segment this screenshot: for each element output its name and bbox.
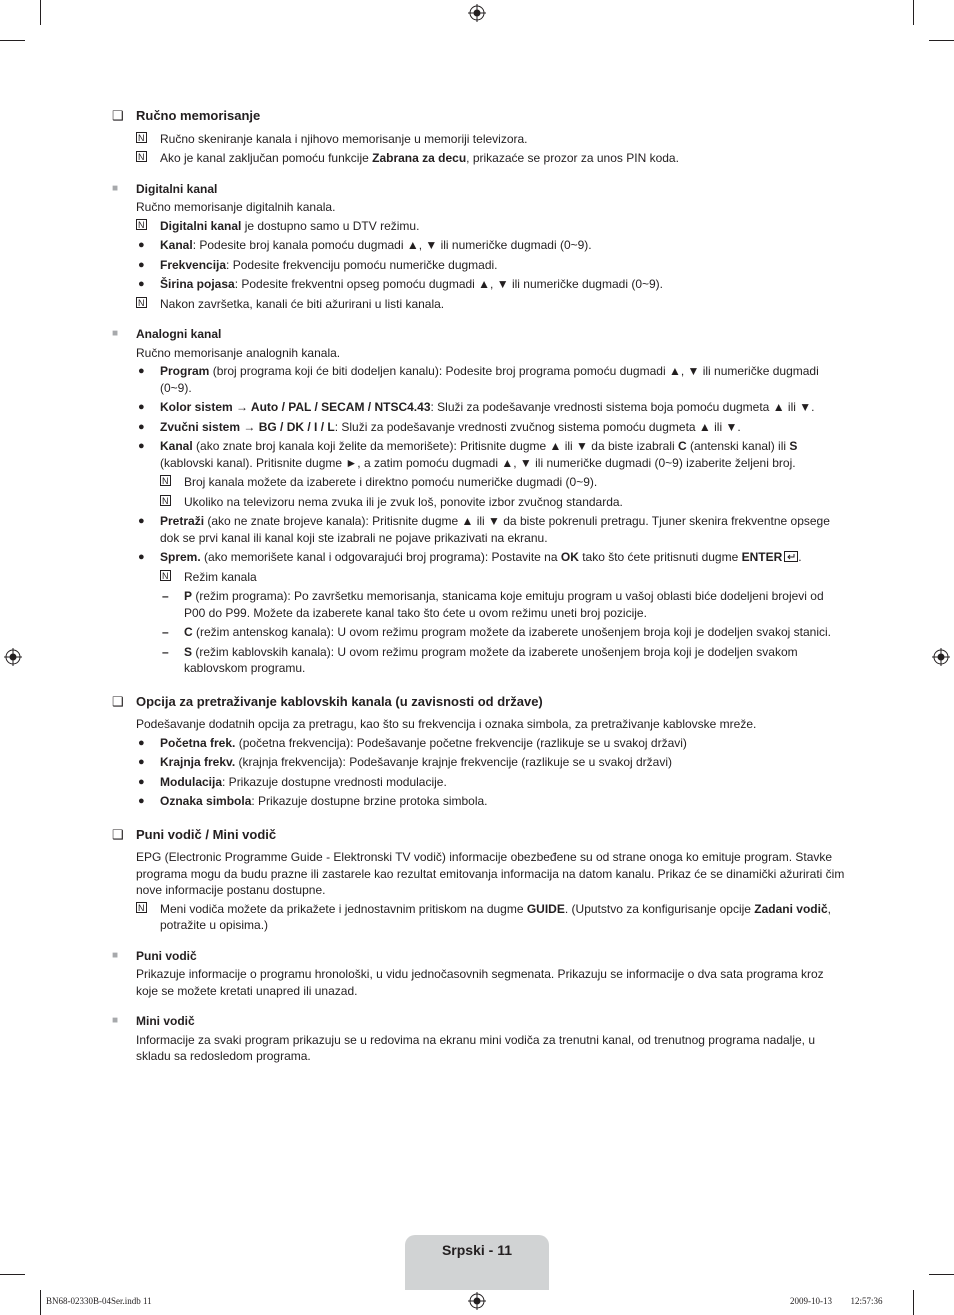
paragraph: Ručno memorisanje analognih kanala. [136, 345, 341, 360]
note-item: N Ručno skeniranje kanala i njihovo memorisanje u memoriji televizora. [138, 131, 528, 146]
paragraph: Podešavanje dodatnih opcija za pretragu, kao što su frekvencija i oznaka simbola, za pretraživanje kablovske mreže. [136, 717, 757, 731]
bullet-item: ● Modulacija: Prikazuje dostupne vrednosti modulacije. [138, 774, 447, 789]
bullet-item: ● Zvučni sistem → BG / DK / I / L: Služi za podešavanje vrednosti zvučnog sistema pomoću dugmeta ▲ ili ▼. [138, 419, 741, 434]
subsection-title-puni: ■ Puni vodič [112, 948, 197, 963]
square-bullet-icon: ■ [112, 328, 119, 339]
crop-mark [40, 0, 41, 25]
bullet-dot-icon: ● [138, 420, 145, 433]
bullet-item: ● Krajnja frekv. (krajnja frekvencija): Podešavanje krajnje frekvencije (razlikuje se u svakoj državi) [138, 755, 673, 769]
note-icon [160, 495, 171, 506]
bullet-dot-icon: ● [138, 278, 145, 290]
print-timestamp: 2009-10-13 􏰀􏰀 12:57:36 [790, 1296, 883, 1306]
note-icon [136, 219, 147, 230]
paragraph: Prikazuje informacije o programu hronološki, u vidu jednočasovnih segmenata. Prikazuju se informacije o dva sata programa kroz koje se možete kretati unapred ili unazad. [136, 967, 824, 998]
paragraph: EPG (Electronic Programme Guide - Elektronski TV vodič) informacije obezbeđene su od strane onoga ko emituje program. Stavke programa mogu da budu prazne ili zastarele kao rezultat emitovanja informacija na datom kanalu. Prikaz će se dinamički ažurirati čim nove informacije postanu dostupne. [136, 850, 845, 897]
bullet-dot-icon: ● [138, 365, 145, 377]
bullet-dot-icon: ● [138, 795, 145, 807]
registration-mark-icon [4, 648, 22, 666]
checkbox-bullet-icon: ❑ [112, 108, 124, 123]
section-title-opcija: ❑ Opcija za pretraživanje kablovskih kanala (u zavisnosti od države) [112, 693, 543, 709]
note-item: N Meni vodiča možete da prikažete i jednostavnim pritiskom na dugme GUIDE. (Uputstvo za konfigurisanje opcije Zadani vodič, potražite u opisima.) [138, 901, 831, 932]
bullet-dot-icon: ● [138, 551, 145, 563]
manual-content [112, 108, 847, 1067]
bullet-dot-icon: ● [138, 401, 145, 413]
svg-text:N: N [138, 297, 145, 308]
subsection-title-analogni: ■ Analogni kanal [112, 327, 222, 341]
dash-item: – C (režim antenskog kanala): U ovom režimu program možete da izaberete unošenjem broja koji je dodeljen svakoj stanici. [162, 625, 831, 639]
bullet-dot-icon: ● [138, 239, 145, 251]
dash-item: – S (režim kablovskih kanala): U ovom režimu program možete da izaberete unošenjem broja koji je dodeljen svakom kablovskom programu. [162, 644, 798, 675]
bullet-item: ● Sprem. (ako memorišete kanal i odgovarajući broj programa): Postavite na OK tako što ćete pritisnuti dugme ENTER . [138, 550, 802, 564]
svg-text:N: N [138, 152, 145, 162]
section-title-vodic: ❑ Puni vodič / Mini vodič [112, 826, 277, 842]
section-title-rucno: ❑ Ručno memorisanje [112, 108, 261, 123]
bullet-item: ● Oznaka simbola: Prikazuje dostupne brzine protoka simbola. [138, 794, 488, 808]
subsection-title-digitalni: ■ Digitalni kanal [112, 181, 218, 196]
svg-text:N: N [138, 902, 145, 913]
bullet-dot-icon: ● [138, 515, 145, 527]
bullet-item: ● Kolor sistem → Auto / PAL / SECAM / NTSC4.43: Služi za podešavanje vrednosti sistema boja pomoću dugmeta ▲ ili ▼. [138, 400, 815, 414]
crop-mark [0, 40, 25, 41]
svg-text:N: N [138, 219, 145, 230]
note-item: N Ukoliko na televizoru nema zvuka ili je zvuk loš, ponovite izbor zvučnog standarda. [162, 494, 623, 509]
bullet-item: ● Kanal (ako znate broj kanala koji želite da memorišete): Pritisnite dugme ▲ ili ▼ da biste izabrali C (antenski kanal) ili S (kablovski kanal). Pritisnite dugme ►, a zatim pomoću dugmadi ▲, ▼ ili numeričke dugmadi (0~9) izaberite željeni broj. [138, 439, 798, 470]
registration-mark-icon [468, 1292, 486, 1310]
print-file-info: BN68-02330B-04Ser.indb 11 [46, 1296, 152, 1306]
bullet-dot-icon: ● [138, 440, 145, 452]
dash-marker: – [162, 625, 169, 639]
crop-mark [913, 1290, 914, 1315]
bullet-dot-icon: ● [138, 258, 145, 271]
note-icon [136, 151, 147, 162]
crop-mark [929, 40, 954, 41]
bullet-item: ● Širina pojasa: Podesite frekventni opseg pomoću dugmadi ▲, ▼ ili numeričke dugmadi (0~9). [138, 277, 664, 291]
square-bullet-icon: ■ [112, 1015, 119, 1026]
page-number-label: Srpski - 11 [441, 1242, 513, 1258]
note-item: N Nakon završetka, kanali će biti ažurirani u listi kanala. [138, 296, 445, 311]
crop-mark [929, 1274, 954, 1275]
note-item: N Digitalni kanal je dostupno samo u DTV režimu. [138, 218, 420, 233]
crop-mark [913, 0, 914, 25]
dash-marker: – [162, 644, 169, 659]
svg-text:N: N [162, 476, 169, 486]
registration-mark-icon [932, 648, 950, 666]
note-icon [136, 297, 147, 308]
bullet-dot-icon: ● [138, 775, 145, 788]
crop-mark [0, 1274, 25, 1275]
bullet-item: ● Program (broj programa koji će biti dodeljen kanalu): Podesite broj programa pomoću dugmadi ▲, ▼ ili numeričke dugmadi (0~9). [138, 364, 819, 395]
note-icon [160, 570, 171, 581]
registration-mark-icon [468, 4, 486, 22]
bullet-item: ● Pretraži (ako ne znate brojeve kanala): Pritisnite dugme ▲ ili ▼ da biste pokrenuli pretragu. Tjuner skenira frekventne opsege dok se prvi kanal ili kanal koji ste izabrali ne pojave prikazivati na ekranu. [138, 514, 830, 545]
note-icon [160, 475, 171, 486]
svg-text:N: N [138, 132, 145, 143]
note-item: N Režim kanala [162, 569, 257, 584]
square-bullet-icon: ■ [112, 182, 119, 194]
checkbox-bullet-icon: ❑ [112, 826, 124, 842]
bullet-item: ● Početna frek. (početna frekvencija): Podešavanje početne frekvencije (razlikuje se u svakoj državi) [138, 735, 687, 750]
svg-text:N: N [162, 570, 169, 581]
note-item: N Ako je kanal zaključan pomoću funkcije Zabrana za decu, prikazaće se prozor za unos PIN koda. [138, 151, 679, 165]
checkbox-bullet-icon: ❑ [112, 693, 124, 709]
paragraph: Ručno memorisanje digitalnih kanala. [136, 200, 336, 214]
svg-text:N: N [162, 495, 169, 506]
dash-marker: – [162, 589, 169, 603]
bullet-dot-icon: ● [138, 736, 145, 749]
paragraph: Informacije za svaki program prikazuju se u redovima na ekranu mini vodiča za trenutni kanal, od trenutnog programa nadalje, u skladu sa redosledom programa. [136, 1032, 816, 1063]
note-icon [136, 902, 147, 913]
note-icon [136, 132, 147, 143]
bullet-dot-icon: ● [138, 756, 145, 768]
square-bullet-icon: ■ [112, 949, 119, 961]
bullet-item: ● Frekvencija: Podesite frekvenciju pomoću numeričke dugmadi. [138, 257, 498, 272]
subsection-title-mini: ■ Mini vodič [112, 1014, 195, 1028]
bullet-item: ● Kanal: Podesite broj kanala pomoću dugmadi ▲, ▼ ili numeričke dugmadi (0~9). [138, 238, 592, 252]
enter-icon [784, 551, 798, 562]
dash-item: – P (režim programa): Po završetku memorisanja, stanicama koje emituju program u vašoj oblasti biće dodeljeni brojevi od P00 do P99. Možete da izaberete kanal tako što ćete u ovom režimu uneti broj pozicije. [162, 589, 824, 620]
note-item: N Broj kanala možete da izaberete i direktno pomoću numeričke dugmadi (0~9). [162, 475, 598, 489]
crop-mark [40, 1290, 41, 1315]
